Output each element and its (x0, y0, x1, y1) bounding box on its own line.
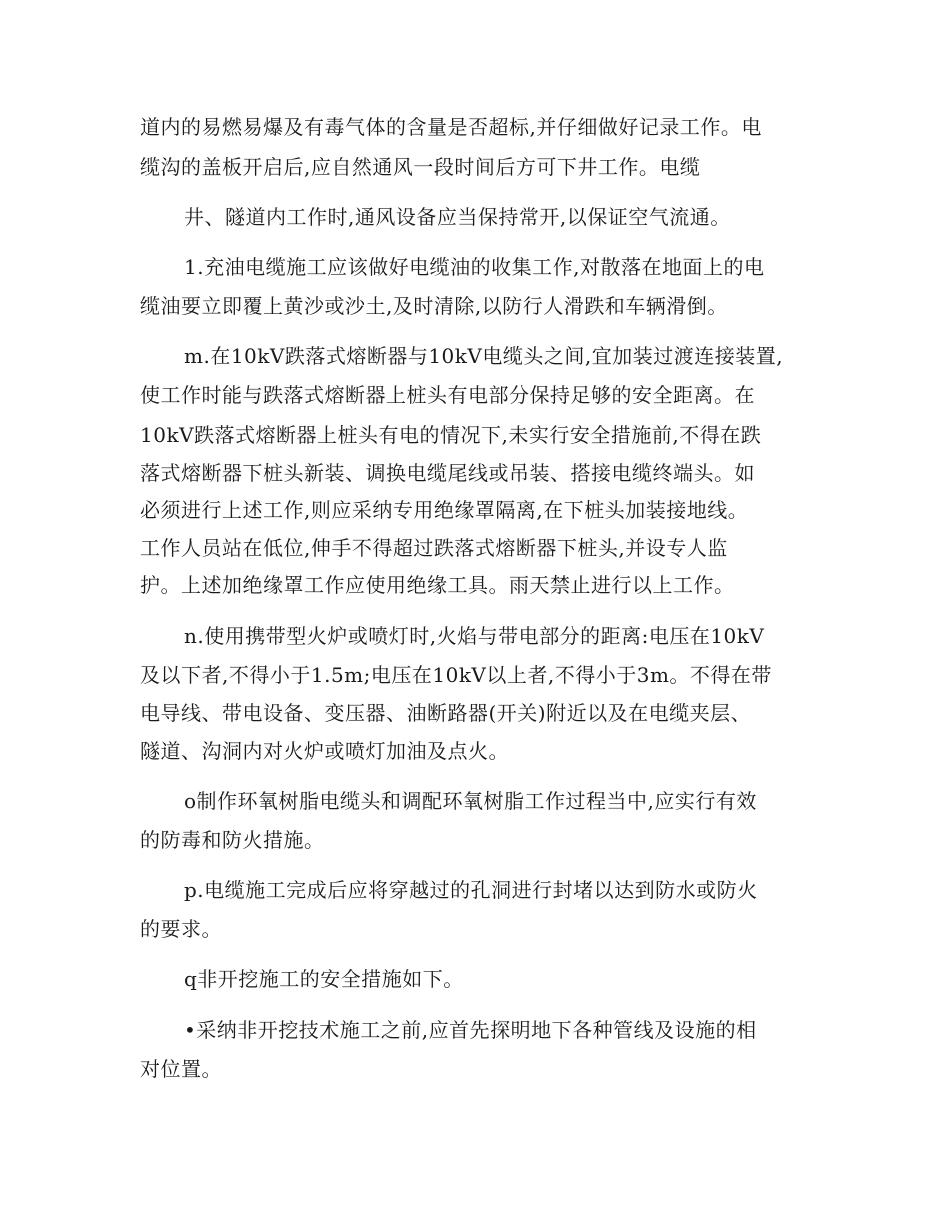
text-line: p.电缆施工完成后应将穿越过的孔洞进行封堵以达到防水或防火 (184, 878, 758, 902)
text-line: •采纳非开挖技术施工之前,应首先探明地下各种管线及设施的相 (184, 1018, 757, 1042)
text-line: n.使用携带型火炉或喷灯时,火焰与带电部分的距离:电压在10kV (184, 624, 765, 648)
text-line: 对位置。 (140, 1057, 222, 1081)
text-line: 落式熔断器下桩头新装、调换电缆尾线或吊装、搭接电缆终端头。如 (140, 461, 755, 485)
text-line: 的防毒和防火措施。 (140, 828, 325, 852)
text-line: m.在10kV跌落式熔断器与10kV电缆头之间,宜加装过渡连接装置, (184, 344, 784, 368)
text-line: 井、隧道内工作时,通风设备应当保持常开,以保证空气流通。 (184, 205, 731, 229)
text-line: 缆油要立即覆上黄沙或沙土,及时清除,以防行人滑跌和车辆滑倒。 (140, 294, 728, 318)
text-line: 使工作时能与跌落式熔断器上桩头有电部分保持足够的安全距离。在 (140, 383, 755, 407)
text-line: 电导线、带电设备、变压器、油断路器(开关)附近以及在电缆夹层、 (140, 701, 752, 725)
text-line: 道内的易燃易爆及有毒气体的含量是否超标,并仔细做好记录工作。电 (140, 115, 762, 139)
text-line: 1.充油电缆施工应该做好电缆油的收集工作,对散落在地面上的电 (184, 255, 765, 279)
text-line: q非开挖施工的安全措施如下。 (184, 967, 464, 991)
text-line: o制作环氧树脂电缆头和调配环氧树脂工作过程当中,应实行有效 (184, 789, 757, 813)
text-line: 10kV跌落式熔断器上桩头有电的情况下,未实行安全措施前,不得在跌 (140, 423, 762, 447)
text-line: 及以下者,不得小于1.5m;电压在10kV以上者,不得小于3m。不得在带 (140, 663, 772, 687)
text-line: 护。上述加绝缘罩工作应使用绝缘工具。雨天禁止进行以上工作。 (140, 573, 735, 597)
text-line: 必须进行上述工作,则应采纳专用绝缘罩隔离,在下桩头加装接地线。 (140, 498, 749, 522)
text-line: 缆沟的盖板开启后,应自然通风一段时间后方可下井工作。电缆 (140, 155, 701, 179)
text-line: 工作人员站在低位,伸手不得超过跌落式熔断器下桩头,并设专人监 (140, 536, 728, 560)
text-line: 的要求。 (140, 917, 222, 941)
text-line: 隧道、沟洞内对火炉或喷灯加油及点火。 (140, 739, 509, 763)
